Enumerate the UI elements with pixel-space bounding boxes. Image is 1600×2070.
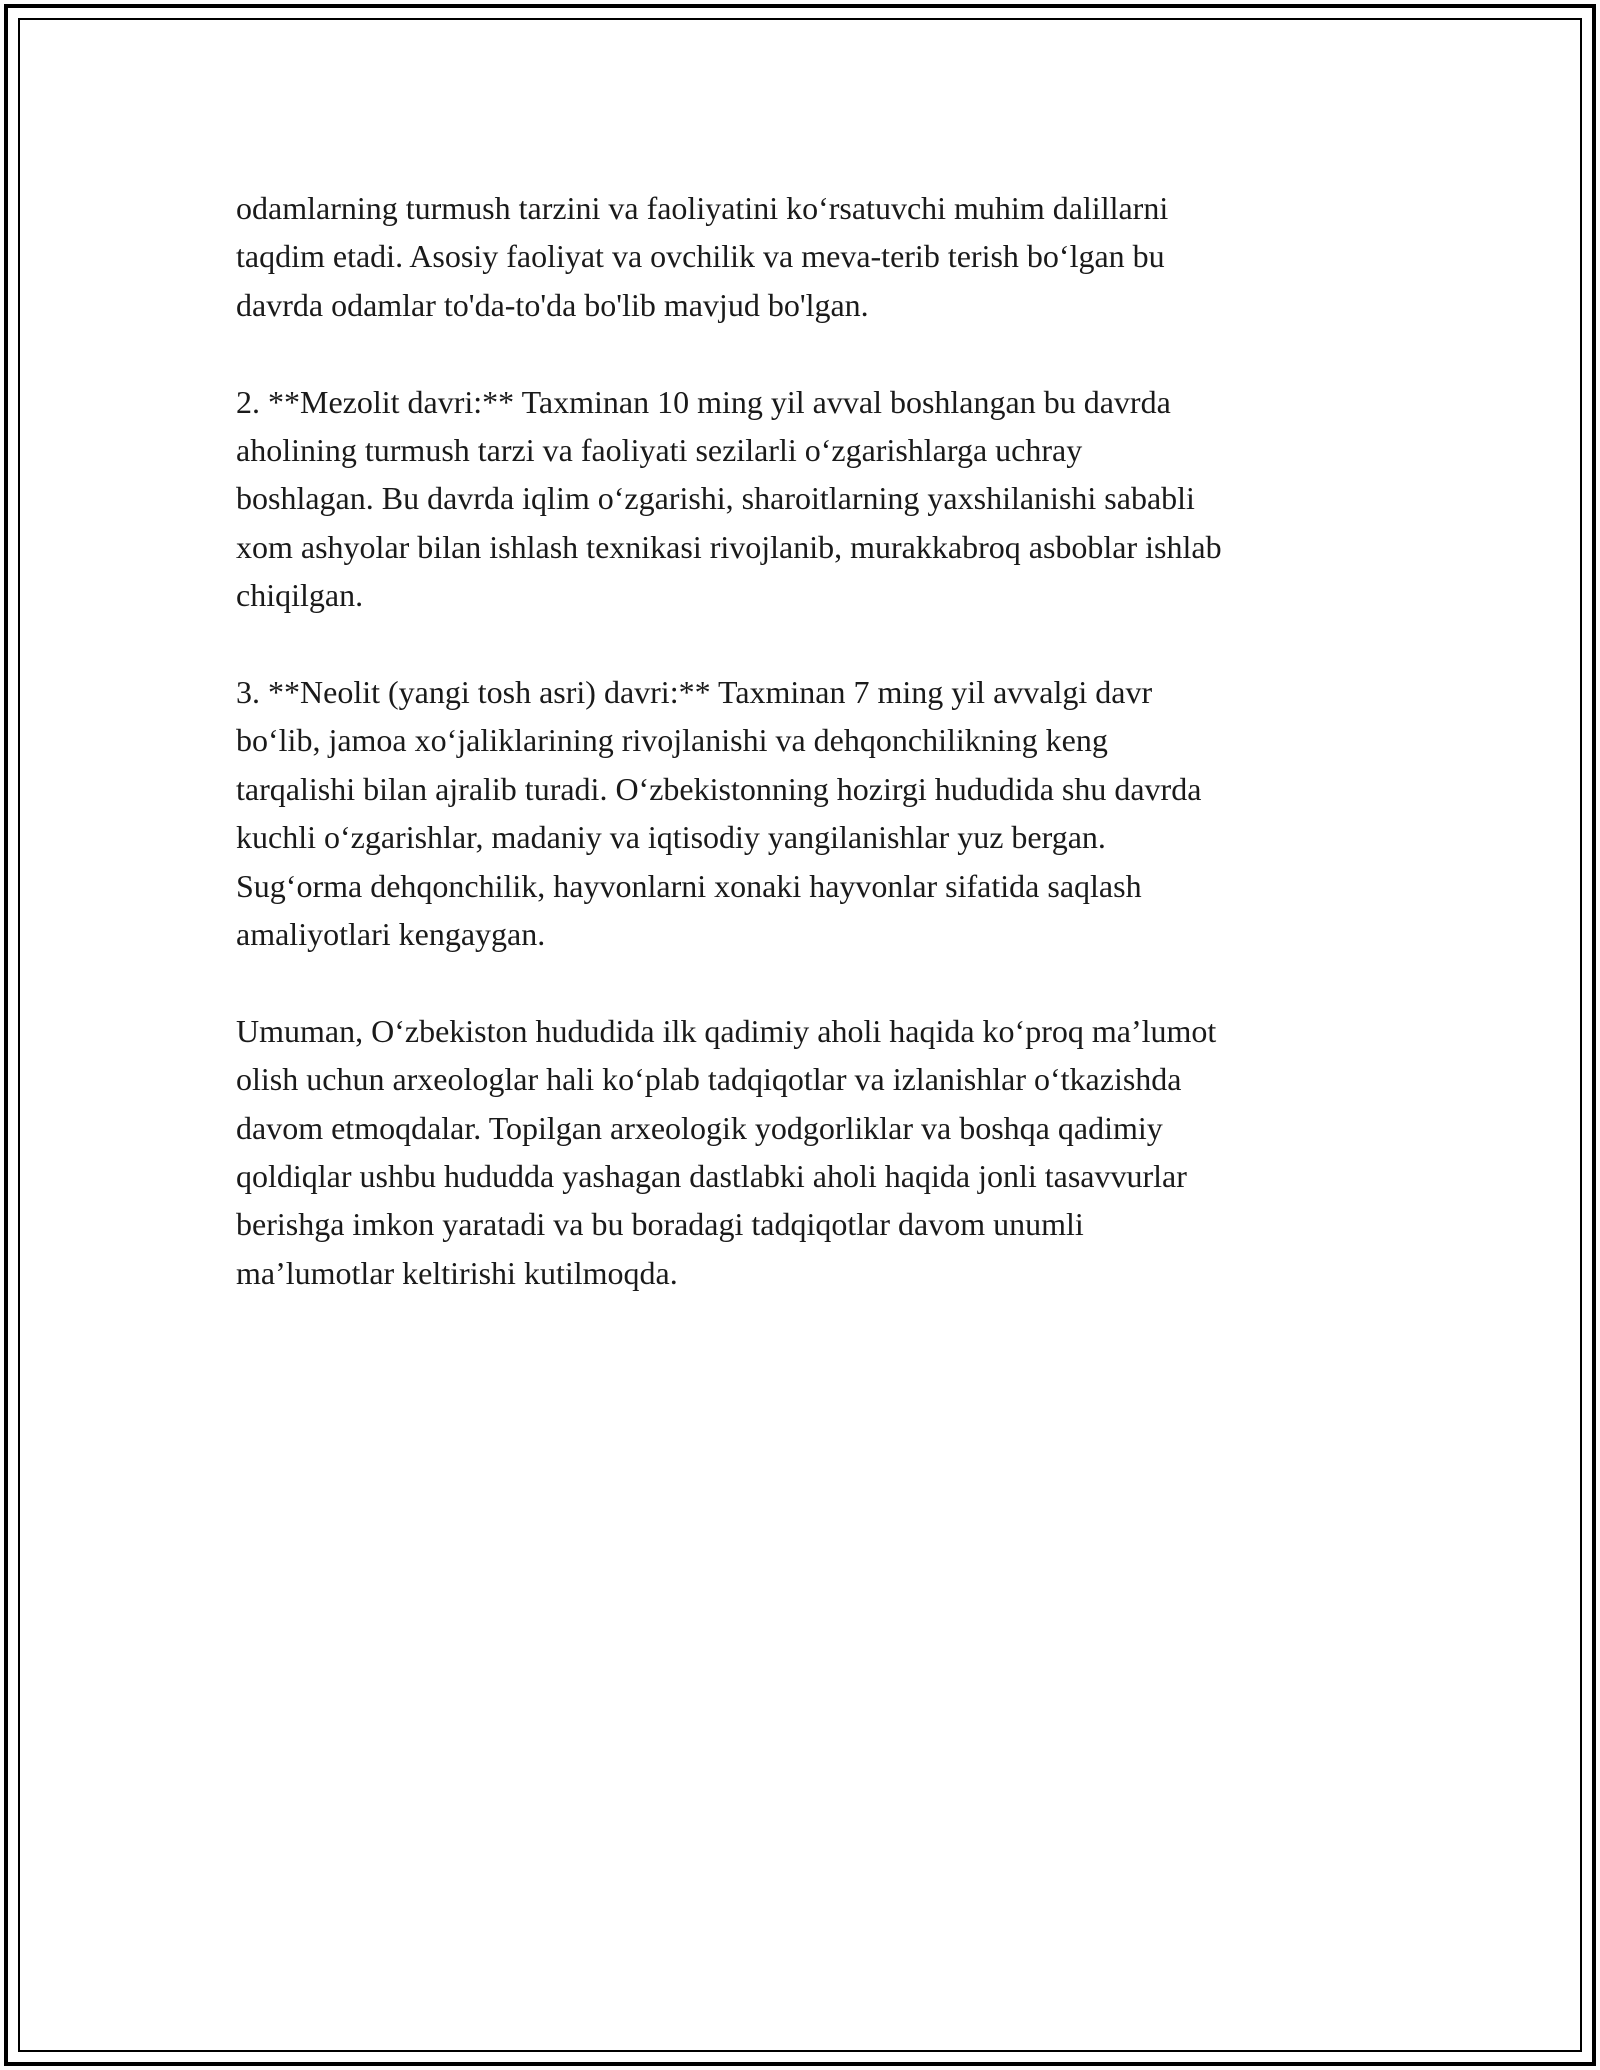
- paragraph-paleolithic-continuation: odamlarning turmush tarzini va faoliyatini ko‘rsatuvchi muhim dalillarni taqdim etadi. Asosiy faoliyat va ovchilik va meva-terib terish bo‘lgan bu davrda odamlar to'da-to'da bo'lib mavjud bo'lgan.: [236, 190, 1169, 323]
- document-body: [236, 184, 1396, 1297]
- paragraph-conclusion: Umuman, O‘zbekiston hududida ilk qadimiy aholi haqida ko‘proq ma’lumot olish uchun arxeologlar hali ko‘plab tadqiqotlar va izlanishlar o‘tkazishda davom etmoqdalar. Topilgan arxeologik yodgorliklar va boshqa qadimiy qoldiqlar ushbu hududda yashagan dastlabki aholi haqida jonli tasavvurlar berishga imkon yaratadi va bu boradagi tadqiqotlar davom unumli ma’lumotlar keltirishi kutilmoqda.: [236, 1012, 1217, 1291]
- paragraph-neolithic: 3. **Neolit (yangi tosh asri) davri:** Taxminan 7 ming yil avvalgi davr bo‘lib, jamoa xo‘jaliklarining rivojlanishi va dehqonchilikning keng tarqalishi bilan ajralib turadi. O‘zbekistonning hozirgi hududida shu davrda kuchli o‘zgarishlar, madaniy va iqtisodiy yangilanishlar yuz bergan. Sug‘orma dehqonchilik, hayvonlarni xonaki hayvonlar sifatida saqlash amaliyotlari kengaygan.: [236, 674, 1202, 953]
- paragraph-mesolithic: 2. **Mezolit davri:** Taxminan 10 ming yil avval boshlangan bu davrda aholining turmush tarzi va faoliyati sezilarli o‘zgarishlarga uchray boshlagan. Bu davrda iqlim o‘zgarishi, sharoitlarning yaxshilanishi sababli xom ashyolar bilan ishlash texnikasi rivojlanib, murakkabroq asboblar ishlab chiqilgan.: [236, 383, 1222, 614]
